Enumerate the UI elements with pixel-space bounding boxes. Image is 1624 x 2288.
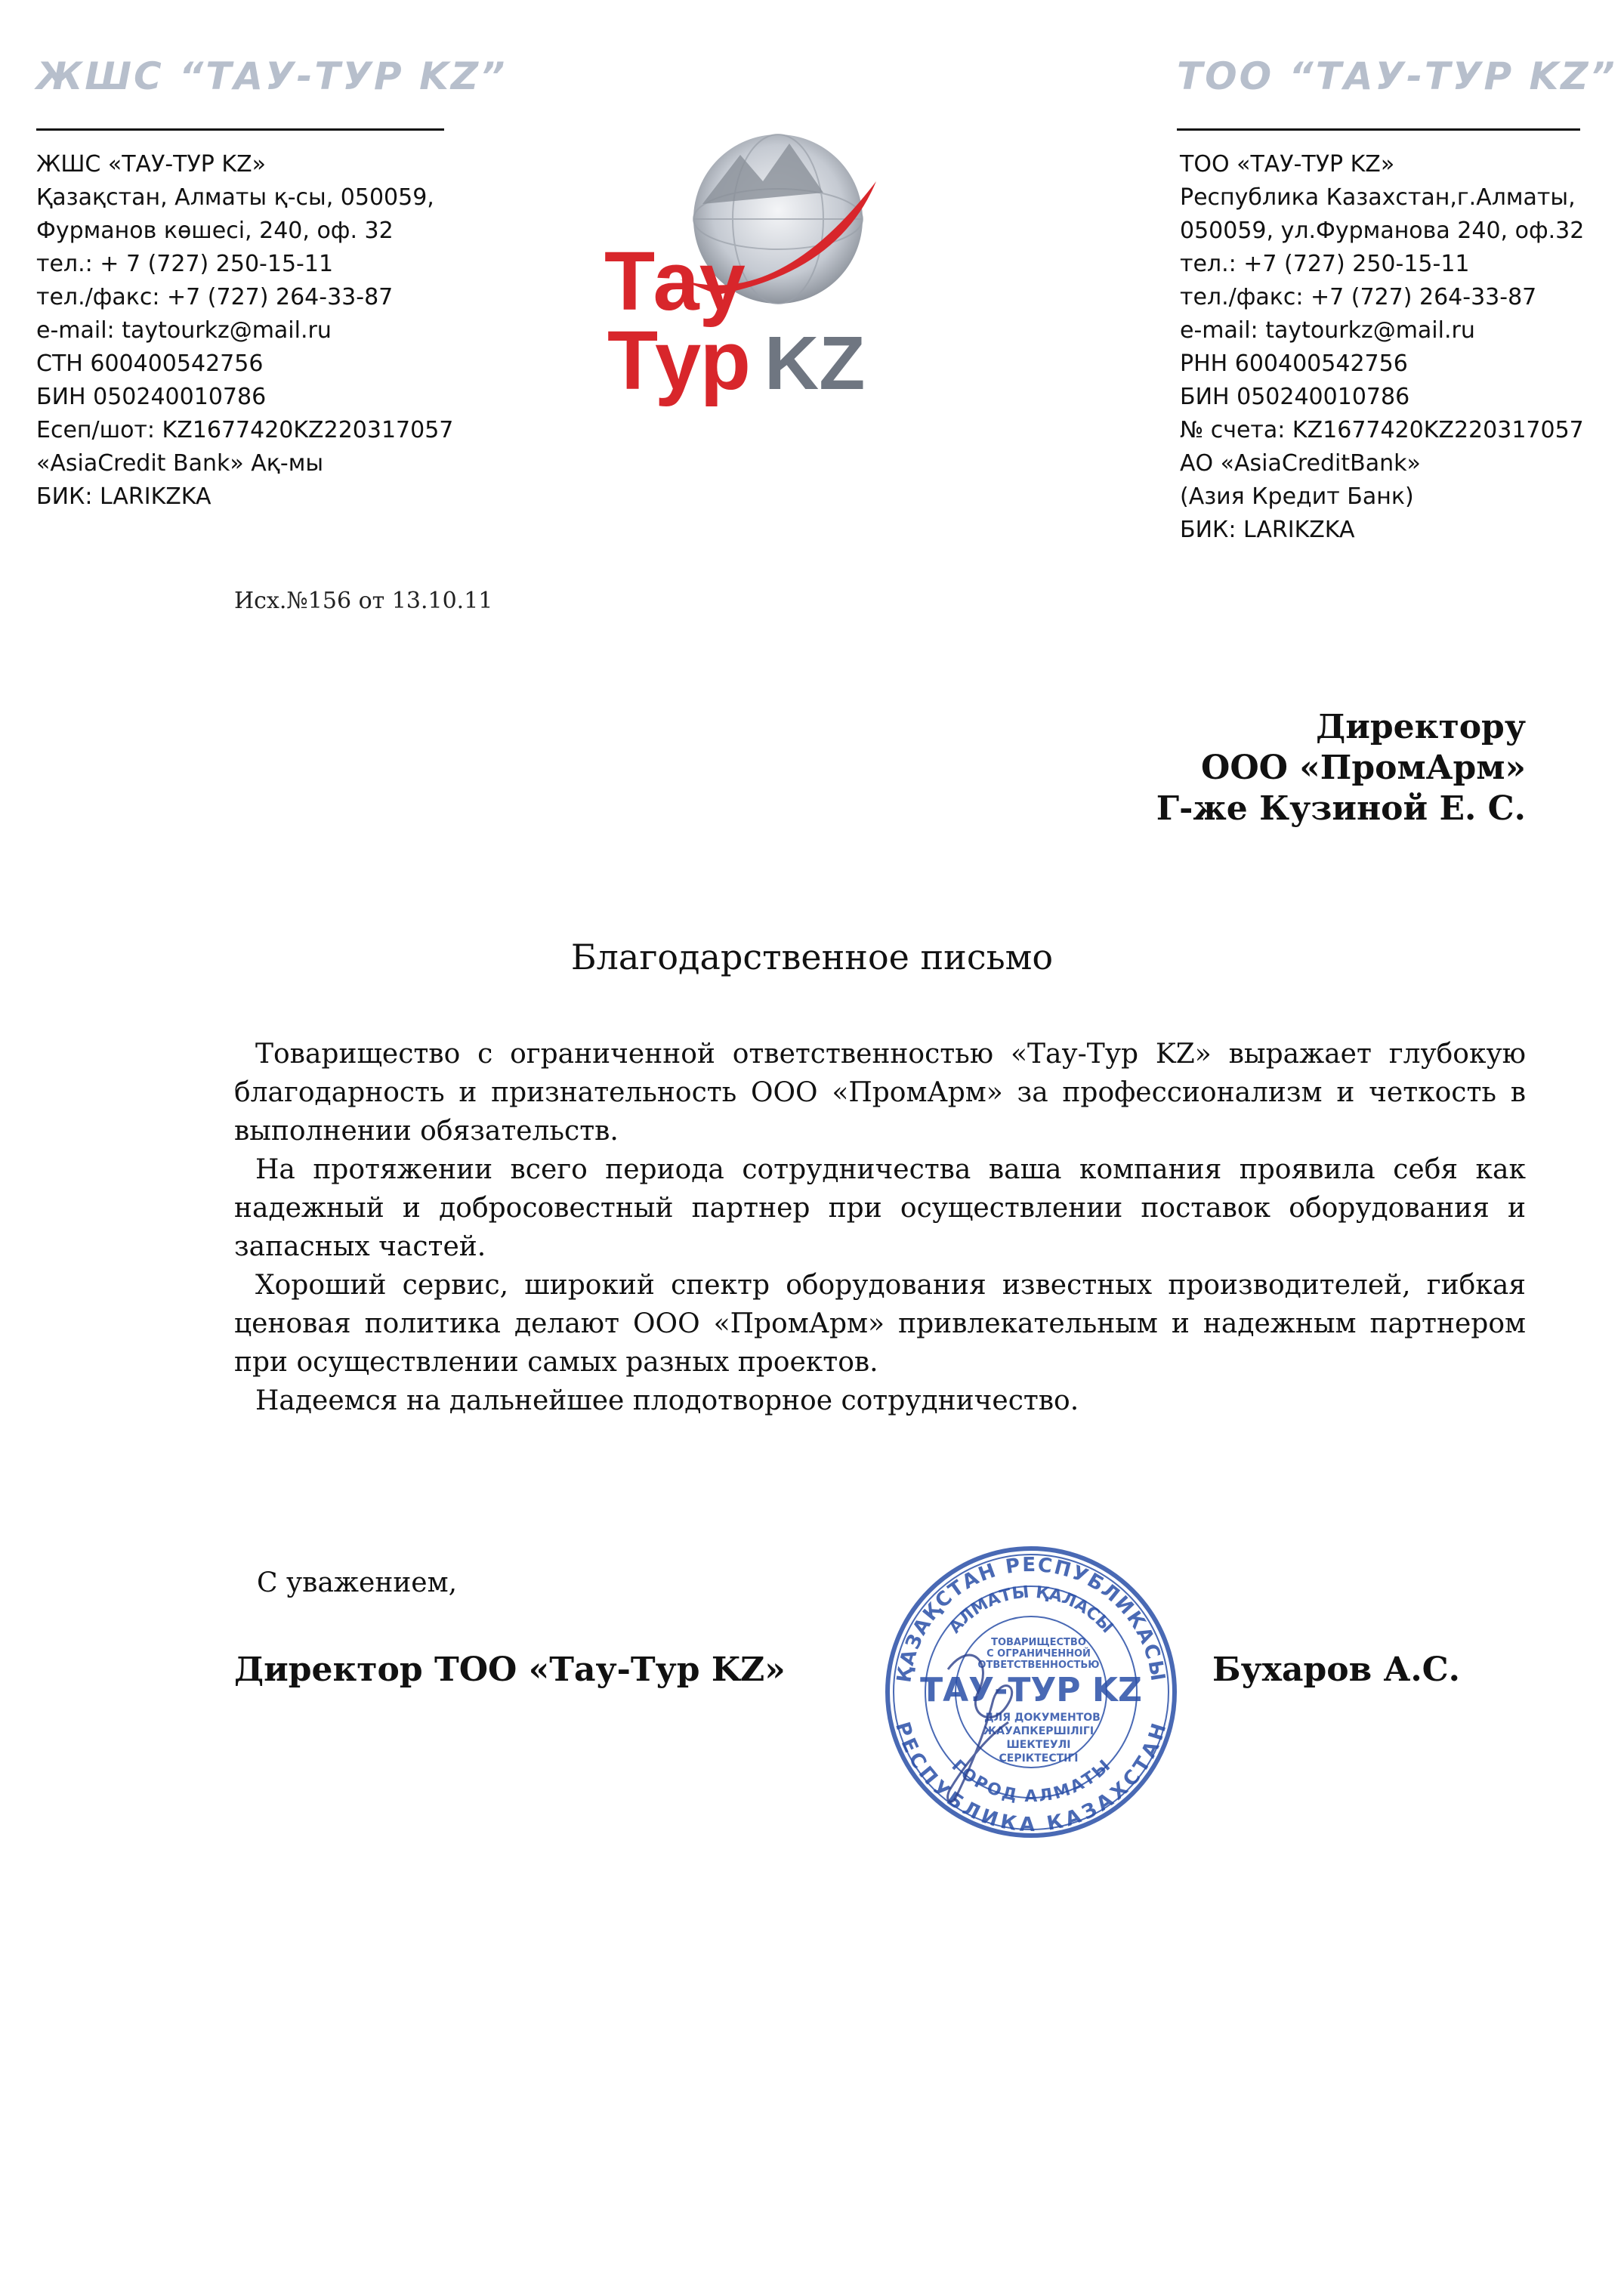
contact-line: e-mail: taytourkz@mail.ru <box>1180 317 1475 344</box>
contact-line: БИК: LARIKZKA <box>1180 517 1355 543</box>
logo-word-2: Тур <box>607 314 751 407</box>
paragraph: Надеемся на дальнейшее плодотворное сотрудничество. <box>255 1385 1079 1416</box>
stamp-inner-bottom: ГОРОД АЛМАТЫ <box>947 1756 1114 1807</box>
contact-block-right <box>1180 148 1584 547</box>
addressee-block <box>1156 707 1526 829</box>
letter-body <box>234 1035 1526 1420</box>
stamp-center-line: ОТВЕТСТВЕННОСТЬЮ <box>977 1660 1100 1671</box>
paragraph: На протяжении всего периода сотрудничества ваша компания проявила себя как надежный и добросовестный партнер при осуществлении поставок оборудования и запасных частей. <box>234 1154 1526 1262</box>
contact-line: БИН 050240010786 <box>1180 384 1410 410</box>
paragraph: Товарищество с ограниченной ответственностью «Тау-Тур KZ» выражает глубокую благодарность и признательность ООО «ПромАрм» за профессионализм и четкость в выполнении обязательств. <box>234 1039 1526 1147</box>
contact-line: Фурманов көшесі, 240, оф. 32 <box>36 218 394 244</box>
contact-block-left <box>36 148 453 514</box>
signatory-name: Бухаров А.С. <box>1212 1650 1461 1689</box>
company-logo <box>589 121 922 408</box>
contact-line: (Азия Кредит Банк) <box>1180 483 1414 510</box>
header-title-right: ТОО “ТАУ-ТУР KZ” <box>1177 54 1617 98</box>
contact-line: 050059, ул.Фурманова 240, оф.32 <box>1180 218 1585 244</box>
stamp-outer-top: ҚАЗАҚСТАН РЕСПУБЛИКАСЫ <box>893 1553 1169 1684</box>
contact-line: Қазақстан, Алматы қ-сы, 050059, <box>36 184 434 211</box>
stamp-inner-top: АЛМАТЫ ҚАЛАСЫ <box>945 1582 1117 1638</box>
addressee-line: Директору <box>1316 708 1526 746</box>
contact-line: № счета: KZ1677420KZ220317057 <box>1180 417 1584 443</box>
stamp-center-line: ТОВАРИЩЕСТВО <box>991 1637 1086 1648</box>
header-rule-right <box>1177 128 1580 131</box>
contact-line: ТОО «ТАУ-ТУР KZ» <box>1180 151 1395 178</box>
stamp-lower-line: ШЕКТЕУЛІ <box>1006 1739 1071 1751</box>
stamp-center-main: ТАУ-ТУР KZ <box>920 1671 1142 1709</box>
contact-line: Есеп/шот: KZ1677420KZ220317057 <box>36 417 454 443</box>
contact-line: тел.: +7 (727) 250-15-11 <box>1180 251 1470 277</box>
contact-line: РНН 600400542756 <box>1180 350 1408 377</box>
contact-line: тел./факс: +7 (727) 264-33-87 <box>1180 284 1537 310</box>
signatory-title: Директор ТОО «Тау-Тур KZ» <box>234 1650 786 1689</box>
contact-line: Республика Казахстан,г.Алматы, <box>1180 184 1576 211</box>
contact-line: тел./факс: +7 (727) 264-33-87 <box>36 284 394 310</box>
header-rule-left <box>36 128 444 131</box>
stamp-center-line: С ОГРАНИЧЕННОЙ <box>986 1648 1091 1660</box>
stamp-lower-line: ДЛЯ ДОКУМЕНТОВ <box>984 1712 1101 1724</box>
company-stamp <box>880 1541 1182 1843</box>
contact-line: ЖШС «ТАУ-ТУР KZ» <box>36 151 266 178</box>
logo-kz: KZ <box>764 321 866 406</box>
stamp-lower-line: СЕРІКТЕСТІГІ <box>999 1752 1079 1765</box>
stamp-lower-line: ЖАУАПКЕРШІЛІГІ <box>983 1725 1095 1737</box>
outgoing-reference: Исх.№156 от 13.10.11 <box>234 588 493 614</box>
contact-line: БИН 050240010786 <box>36 384 267 410</box>
document-title: Благодарственное письмо <box>570 937 1054 977</box>
logo-word-1: Тау <box>604 235 746 328</box>
stamp-outer-bottom: РЕСПУБЛИКА КАЗАХСТАН <box>891 1719 1172 1837</box>
contact-line: тел.: + 7 (727) 250-15-11 <box>36 251 334 277</box>
header-title-left: ЖШС “ТАУ-ТУР KZ” <box>36 54 508 98</box>
closing-phrase: С уважением, <box>257 1567 458 1598</box>
paragraph: Хороший сервис, широкий спектр оборудования известных производителей, гибкая ценовая политика делают ООО «ПромАрм» привлекательным и надежным партнером при осуществлении самых разных проектов. <box>234 1270 1526 1378</box>
addressee-line: ООО «ПромАрм» <box>1200 749 1526 787</box>
contact-line: «AsiaCredit Bank» Ақ-мы <box>36 450 324 477</box>
contact-line: АО «AsiaCreditBank» <box>1180 450 1421 477</box>
addressee-line: Г-же Кузиной Е. С. <box>1156 789 1526 828</box>
contact-line: СТН 600400542756 <box>36 350 264 377</box>
contact-line: e-mail: taytourkz@mail.ru <box>36 317 332 344</box>
contact-line: БИК: LARIKZKA <box>36 483 211 510</box>
